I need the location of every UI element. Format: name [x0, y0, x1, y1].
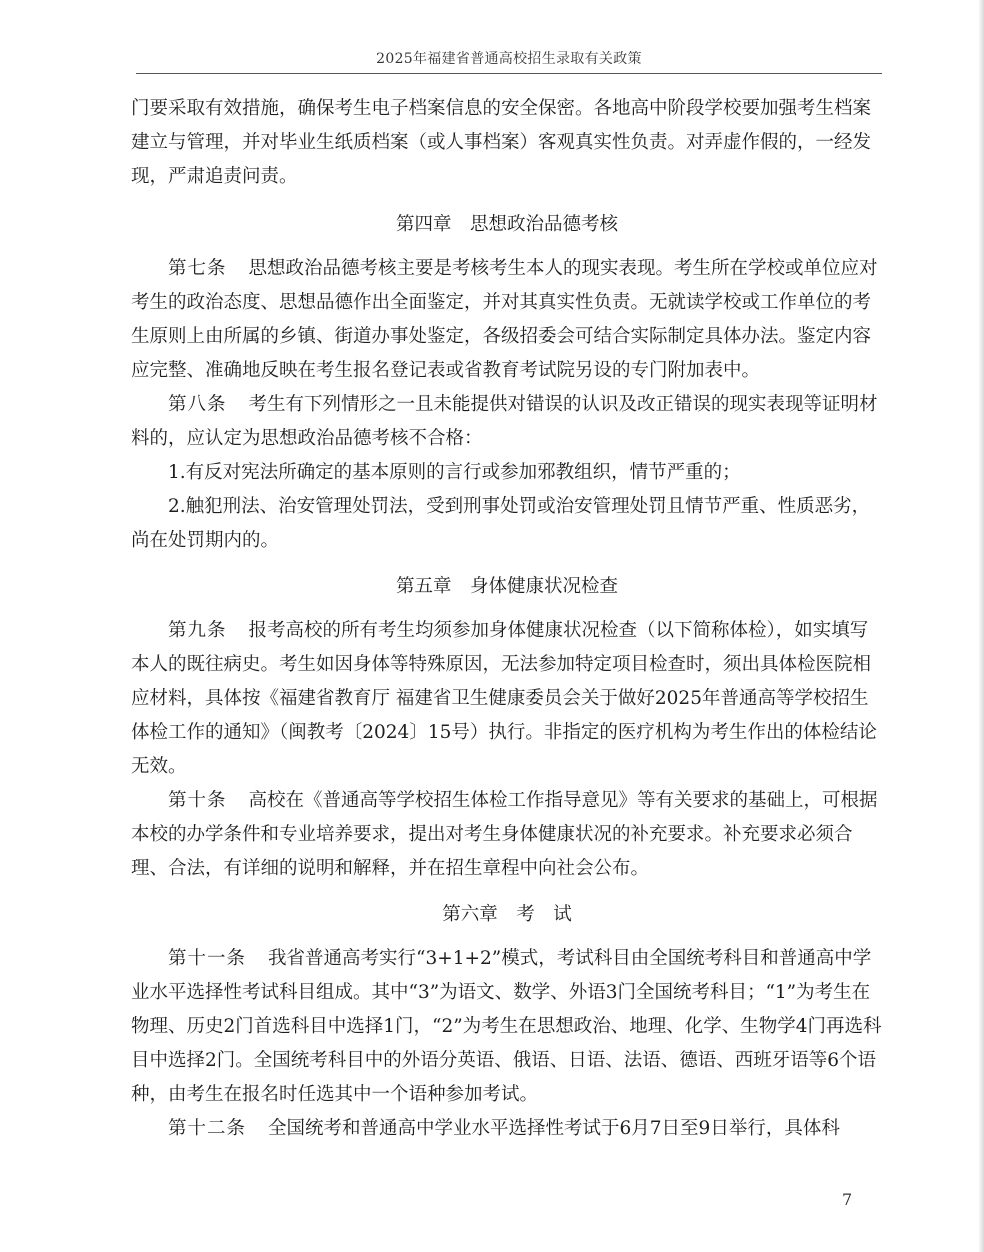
article-11-text: 我省普通高考实行“3+1+2”模式，考试科目由全国统考科目和普通高中学业水平选择性考试科目组成。其中“3”为语文、数学、外语3门全国统考科目；“1”为考生在物理、历史2门首选科目中选择1门，“2”为考生在思想政治、地理、化学、生物学4门再选科目中选择2门。全国统考科目中的外语分英语、俄语、日语、法语、德语、西班牙语等6个语种，由考生在报名时任选其中一个语种参加考试。: [131, 948, 882, 1105]
running-header: 2025年福建省普通高校招生录取有关政策: [376, 51, 642, 67]
article-8-item-1: 1.有反对宪法所确定的基本原则的言行或参加邪教组织，情节严重的；: [168, 462, 741, 483]
chapter-5-heading: 第五章 身体健康状况检查: [395, 576, 618, 597]
document-body: [131, 92, 883, 1146]
article-12-text: 全国统考和普通高中学业水平选择性考试于6月7日至9日举行，具体科: [268, 1118, 840, 1139]
article-9-label: 第九条: [168, 620, 227, 641]
article-7-label: 第七条: [168, 258, 227, 279]
article-10: [131, 784, 883, 886]
article-8-text: 考生有下列情形之一且未能提供对错误的认识及改正错误的现实表现等证明材料的，应认定为思想政治品德考核不合格：: [131, 394, 878, 449]
article-8-label: 第八条: [168, 394, 227, 415]
article-9: [131, 614, 883, 784]
article-10-label: 第十条: [168, 790, 227, 811]
article-10-text: 高校在《普通高等学校招生体检工作指导意见》等有关要求的基础上，可根据本校的办学条件和专业培养要求，提出对考生身体健康状况的补充要求。补充要求必须合理、合法，有详细的说明和解释，并在招生章程中向社会公布。: [131, 790, 878, 879]
article-11-label: 第十一条: [168, 948, 247, 969]
intro-paragraph: 门要采取有效措施，确保考生电子档案信息的安全保密。各地高中阶段学校要加强考生档案建立与管理，并对毕业生纸质档案（或人事档案）客观真实性负责。对弄虚作假的，一经发现，严肃追责问责。: [131, 98, 872, 187]
article-8: [131, 388, 883, 456]
article-7: [131, 252, 883, 388]
article-12: [131, 1112, 883, 1146]
header-rule: [136, 73, 882, 74]
article-11: [131, 942, 883, 1112]
article-8-item-2: 2.触犯刑法、治安管理处罚法，受到刑事处罚或治安管理处罚且情节严重、性质恶劣，尚在处罚期内的。: [131, 496, 871, 551]
article-7-text: 思想政治品德考核主要是考核考生本人的现实表现。考生所在学校或单位应对考生的政治态度、思想品德作出全面鉴定，并对其真实性负责。无就读学校或工作单位的考生原则上由所属的乡镇、街道办事处鉴定，各级招委会可结合实际制定具体办法。鉴定内容应完整、准确地反映在考生报名登记表或省教育考试院另设的专门附加表中。: [131, 258, 878, 381]
chapter-6-heading: 第六章 考 试: [442, 904, 572, 925]
article-12-label: 第十二条: [168, 1118, 247, 1139]
scan-edge-shadow: [978, 0, 984, 1252]
chapter-4-heading: 第四章 思想政治品德考核: [395, 214, 618, 235]
page-number: 7: [842, 1190, 853, 1209]
article-9-text: 报考高校的所有考生均须参加身体健康状况检查（以下简称体检），如实填写本人的既往病史。考生如因身体等特殊原因，无法参加特定项目检查时，须出具体检医院相应材料，具体按《福建省教育厅 福建省卫生健康委员会关于做好2025年普通高等学校招生体检工作的通知》（闽教考〔2024〕15号）执行。非指定的医疗机构为考生作出的体检结论无效。: [131, 620, 877, 777]
